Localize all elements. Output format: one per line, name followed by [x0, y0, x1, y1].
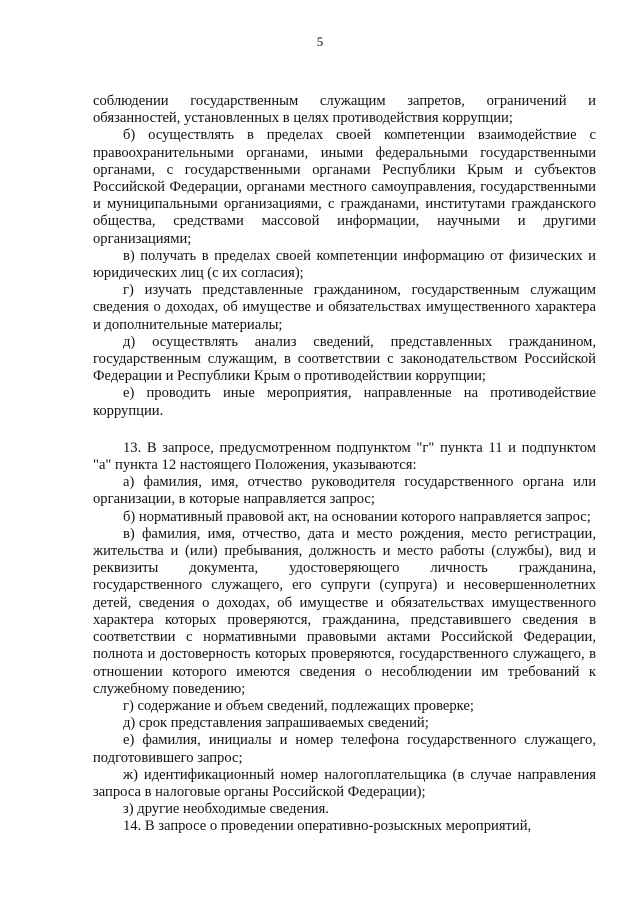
paragraph-continuation: соблюдении государственным служащим запретов, ограничений и обязанностей, установленных в целях противодействия коррупции; [93, 93, 596, 127]
paragraph-13-d: д) срок представления запрашиваемых сведений; [123, 715, 429, 732]
paragraph-13-zh: ж) идентификационный номер налогоплательщика (в случае направления запроса в налоговые органы Российской Федерации); [93, 766, 596, 800]
paragraph-13-b: б) нормативный правовой акт, на основании которого направляется запрос; [123, 508, 591, 525]
paragraph-item-e: е) проводить иные мероприятия, направленные на противодействие коррупции. [93, 385, 596, 419]
section-spacer [93, 420, 596, 440]
paragraph-13: 13. В запросе, предусмотренном подпунктом "г" пункта 11 и подпунктом "а" пункта 12 настоящего Положения, указываются: [93, 439, 596, 474]
document-body [93, 93, 596, 836]
paragraph-item-g: г) изучать представленные гражданином, государственным служащим сведения о доходах, об имуществе и обязательствах имущественного характера и дополнительные материалы; [93, 282, 596, 333]
paragraph-14: 14. В запросе о проведении оперативно-розыскных мероприятий, [123, 818, 532, 835]
paragraph-13-e: е) фамилия, инициалы и номер телефона государственного служащего, подготовившего запрос; [93, 732, 596, 766]
paragraph-13-z: з) другие необходимые сведения. [123, 801, 329, 818]
paragraph-item-d: д) осуществлять анализ сведений, представленных гражданином, государственным служащим, в соответствии с законодательством Российской Федерации и Республики Крым о противодействии коррупции; [93, 333, 596, 385]
paragraph-item-b: б) осуществлять в пределах своей компетенции взаимодействие с правоохранительными органами, иными федеральными государственными органами, с государственными органами Республики Крым и субъектов Российской Федерации, органами местного самоуправления, государственными и муниципальными организациями, с гражданами, институтами гражданского общества, средствами массовой информации, научными и другими организациями; [93, 127, 596, 247]
paragraph-13-a: а) фамилия, имя, отчество руководителя государственного органа или организации, в которые направляется запрос; [93, 474, 596, 508]
page-number: 5 [316, 34, 324, 49]
paragraph-item-v: в) получать в пределах своей компетенции информацию от физических и юридических лиц (с их согласия); [93, 247, 596, 282]
paragraph-13-v: в) фамилия, имя, отчество, дата и место рождения, место регистрации, жительства и (или) пребывания, должность и место работы (службы), вид и реквизиты документа, удостоверяющего личность гражданина, государственного служащего, его супруги (супруга) и несовершеннолетних детей, сведения о доходах, об имуществе и обязательствах имущественного характера которых проверяются, гражданина, представившего сведения в соответствии с нормативными правовыми актами Российской Федерации, полнота и достоверность которых проверяются, государственного служащего, в отношении которого имеются сведения о несоблюдении им требований к служебному поведению; [93, 525, 596, 697]
paragraph-13-g: г) содержание и объем сведений, подлежащих проверке; [123, 697, 474, 714]
